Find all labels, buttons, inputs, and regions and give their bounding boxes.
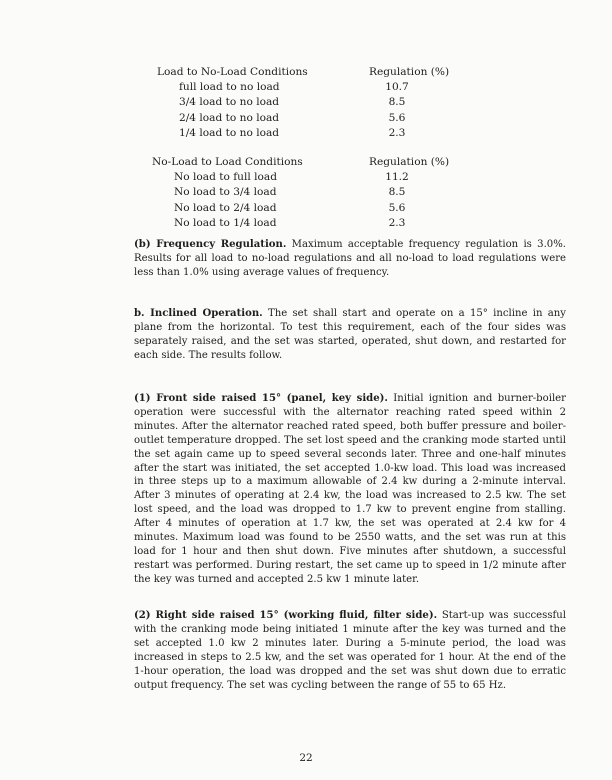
row-label: No load to full load [174, 171, 277, 184]
table-row [152, 170, 449, 185]
row-value: 2.3 [388, 216, 406, 229]
row-label: No load to 2/4 load [174, 201, 277, 214]
row-label: No load to 1/4 load [174, 216, 277, 229]
table-header [157, 65, 449, 80]
frequency-regulation-heading: (b) Frequency Regulation. [134, 239, 287, 250]
front-side-paragraph [86, 392, 566, 587]
page-number: 22 [299, 752, 313, 764]
row-label: 3/4 load to no load [179, 96, 280, 109]
front-side-heading: (1) Front side raised 15° (panel, key side). [134, 393, 388, 404]
column-header-condition: No-Load to Load Conditions [152, 156, 303, 168]
table-row [157, 111, 449, 126]
column-header-regulation: Regulation (%) [369, 156, 450, 168]
row-label: full load to no load [179, 81, 280, 94]
row-value: 2.3 [388, 126, 406, 139]
table-row [152, 216, 449, 231]
row-label: 2/4 load to no load [179, 111, 280, 124]
table-row [157, 126, 449, 141]
row-value: 5.6 [388, 201, 406, 214]
right-side-text: Start-up was successful with the cranking mode being initiated 1 minute after the key was turned and the set accepted 1.0 kw 2 minutes later. During a 5-minute period, the load was increased in steps to 2.5 kw, and the set was operated for 1 hour. At the end of the 1-hour operation, the load was dropped and the set was shut down due to erratic output frequency. The set was cycling between the range of 55 to 65 Hz. [134, 610, 566, 691]
row-label: 1/4 load to no load [179, 126, 280, 139]
load-to-no-load-table [157, 65, 449, 141]
table-row [157, 95, 449, 110]
table-row [152, 185, 449, 200]
right-side-paragraph [86, 609, 566, 692]
inclined-operation-paragraph [86, 307, 566, 363]
row-value: 11.2 [385, 171, 409, 184]
front-side-text: Initial ignition and burner-boiler operation were successful with the alternator reaching rated speed within 2 minutes. After the alternator reached rated speed, both buffer pressure and boiler-outlet temperature dropped. The set lost speed and the cranking mode started until the set again came up to speed several seconds later. Three and one-half minutes after the start was initiated, the set accepted 1.0-kw load. This load was increased in three steps up to a maximum allowable of 2.4 kw during a 2-minute interval. After 3 minutes of operating at 2.4 kw, the load was increased to 2.5 kw. The set lost speed, and the load was dropped to 1.7 kw to prevent engine from stalling. After 4 minutes of operation at 1.7 kw, the set was operated at 2.4 kw for 4 minutes. Maximum load was found to be 2550 watts, and the set was run at this load for 1 hour and then shut down. Five minutes after shutdown, a successful restart was performed. During restart, the set came up to speed in 1/2 minute after the key was turned and accepted 2.5 kw 1 minute later. [134, 393, 566, 585]
frequency-regulation-paragraph [86, 238, 566, 280]
row-value: 5.6 [388, 111, 406, 124]
column-header-regulation: Regulation (%) [369, 66, 450, 78]
right-side-heading: (2) Right side raised 15° (working fluid, filter side). [134, 610, 438, 621]
row-value: 8.5 [388, 96, 406, 109]
inclined-operation-heading: b. Inclined Operation. [134, 308, 263, 319]
table-row [152, 201, 449, 216]
row-value: 10.7 [385, 81, 409, 94]
row-label: No load to 3/4 load [174, 186, 277, 199]
frequency-regulation-text: Maximum acceptable frequency regulation is 3.0%. Results for all load to no-load regulations and all no-load to load regulations were less than 1.0% using average values of frequency. [134, 239, 566, 278]
no-load-to-load-table [152, 155, 449, 231]
inclined-operation-text: The set shall start and operate on a 15° incline in any plane from the horizontal. To test this requirement, each of the four sides was separately raised, and the set was started, operated, shut down, and restarted for each side. The results follow. [134, 308, 566, 361]
row-value: 8.5 [388, 186, 406, 199]
table-row [157, 80, 449, 95]
column-header-condition: Load to No-Load Conditions [157, 66, 308, 78]
table-header [152, 155, 449, 170]
